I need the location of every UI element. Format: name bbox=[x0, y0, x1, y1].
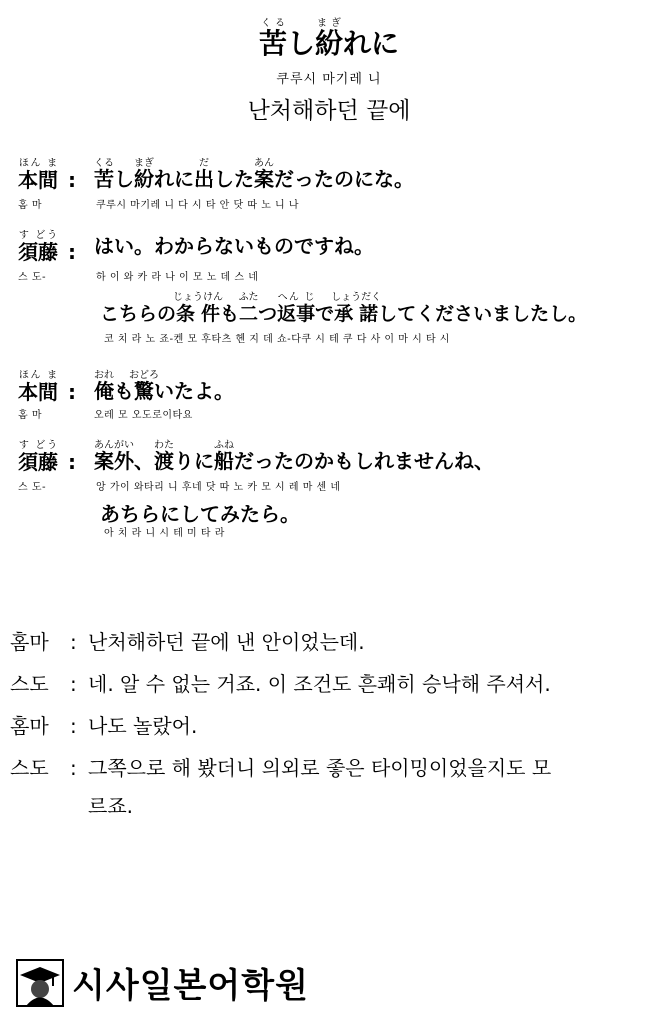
title-korean: 난처해하던 끝에 bbox=[247, 98, 411, 124]
dialogue-reading-3: 코 치 라 노 죠-켄 모 후타츠 헨 지 데 쇼-다쿠 시 테 쿠 다 사 이 마 시 타 시 bbox=[104, 334, 450, 345]
title-reading: 쿠루시 마기레 니 bbox=[276, 72, 382, 87]
speaker-reading: 스 도- bbox=[18, 272, 47, 283]
graduate-cap-icon bbox=[16, 959, 64, 1007]
dialogue-line-1: 苦くるし紛まぎれに出だした案あんだったのにな。 bbox=[94, 158, 414, 191]
dialogue-line-4: 俺おれも驚おどろいたよ。 bbox=[94, 370, 234, 403]
dialogue-line-5: 案外あんがい、渡わたりに船ふねだったのかもしれませんね、 bbox=[94, 440, 494, 473]
speaker-reading: 스 도- bbox=[18, 482, 47, 493]
speaker-sudo-2: 須藤す どう: bbox=[18, 440, 76, 474]
dialogue-reading-1: 쿠루시 마기레 니 다 시 타 안 닷 따 노 니 나 bbox=[96, 200, 300, 211]
dialogue-line-6: あちらにしてみたら。 bbox=[100, 502, 300, 526]
speaker-homma-2: 本間ほん ま: bbox=[18, 370, 76, 404]
speaker-homma-1: 本間ほん ま: bbox=[18, 158, 76, 192]
dialogue-line-3: こちらの条件じょうけんも二ふたつ返事へん じで承諾しょうだくしてくださいましたし。 bbox=[100, 292, 588, 325]
dialogue-reading-5: 앙 가이 와타리 니 후네 닷 따 노 카 모 시 레 마 센 네 bbox=[96, 482, 341, 493]
academy-logo bbox=[16, 958, 309, 1007]
translation-line-4: 스도 : 그쪽으로 해 봤더니 의외로 좋은 타이밍이었을지도 모 bbox=[10, 756, 552, 780]
speaker-reading: 홈 마 bbox=[18, 200, 42, 211]
dialogue-reading-6: 아 치 라 니 시 테 미 타 라 bbox=[104, 528, 225, 539]
speaker-sudo-1: 須藤す どう: bbox=[18, 230, 76, 264]
academy-name: 시사일본어학원 bbox=[72, 966, 309, 1006]
dialogue-reading-2: 하 이 와 카 라 나 이 모 노 데 스 네 bbox=[96, 272, 259, 283]
translation-line-2: 스도 : 네. 알 수 없는 거죠. 이 조건도 흔쾌히 승낙해 주셔서. bbox=[10, 672, 551, 696]
dialogue-line-2: はい。わからないものですね。 bbox=[94, 234, 374, 258]
translation-line-5: 르죠. bbox=[88, 794, 133, 818]
dialogue-reading-4: 오레 모 오도로이타요 bbox=[94, 410, 193, 421]
speaker-reading: 홈 마 bbox=[18, 410, 42, 421]
translation-line-3: 홈마 : 나도 놀랐어. bbox=[10, 714, 198, 738]
translation-line-1: 홈마 : 난처해하던 끝에 낸 안이었는데. bbox=[10, 630, 365, 654]
title-japanese: 苦くるし紛まぎれに bbox=[258, 18, 400, 60]
